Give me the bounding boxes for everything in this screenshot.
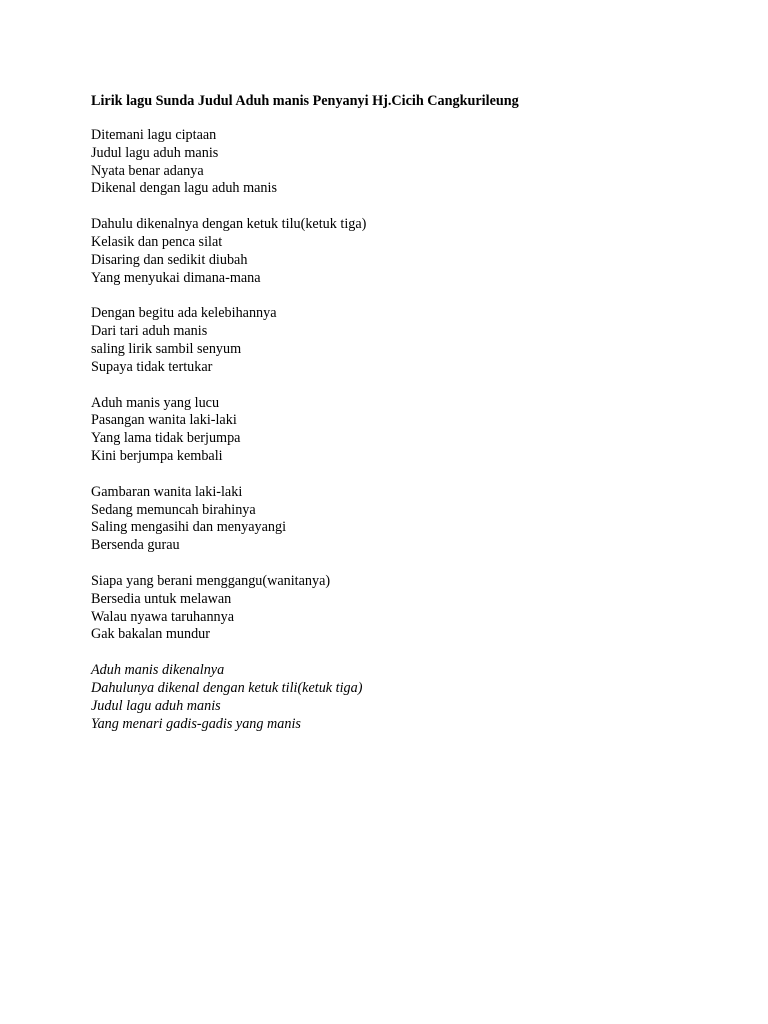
lyric-line: saling lirik sambil senyum (91, 340, 242, 357)
lyric-line: Dari tari aduh manis (91, 323, 208, 340)
lyric-line: Siapa yang berani menggangu(wanitanya) (91, 572, 331, 589)
stanza-4 (91, 395, 711, 466)
stanza-2 (91, 216, 711, 287)
lyric-line: Gambaran wanita laki-laki (91, 483, 243, 500)
lyric-line: Walau nyawa taruhannya (91, 608, 235, 625)
lyric-line: Yang menari gadis-gadis yang manis (91, 715, 301, 732)
stanza-1 (91, 127, 711, 198)
lyric-line: Yang lama tidak berjumpa (91, 430, 241, 447)
lyric-line: Ditemani lagu ciptaan (91, 127, 217, 143)
document-body (91, 92, 711, 751)
lyric-line: Judul lagu aduh manis (91, 144, 219, 161)
lyric-line: Kelasik dan penca silat (91, 233, 223, 250)
lyric-line: Kini berjumpa kembali (91, 447, 223, 464)
lyric-line: Dengan begitu ada kelebihannya (91, 305, 277, 322)
lyric-line: Dikenal dengan lagu aduh manis (91, 180, 277, 197)
stanza-5 (91, 484, 711, 555)
lyric-line: Pasangan wanita laki-laki (91, 412, 237, 429)
lyric-line: Aduh manis dikenalnya (91, 662, 225, 679)
lyric-line: Supaya tidak tertukar (91, 358, 213, 375)
stanza-3 (91, 305, 711, 376)
lyric-line: Disaring dan sedikit diubah (91, 251, 248, 268)
lyric-line: Aduh manis yang lucu (91, 394, 220, 411)
lyric-line: Dahulu dikenalnya dengan ketuk tilu(ketuk tiga) (91, 216, 367, 233)
lyric-line: Nyata benar adanya (91, 162, 204, 179)
lyric-line: Dahulunya dikenal dengan ketuk tili(ketuk tiga) (91, 679, 363, 696)
lyric-line: Bersedia untuk melawan (91, 590, 232, 607)
stanza-6 (91, 573, 711, 644)
lyric-line: Gak bakalan mundur (91, 626, 210, 643)
lyric-line: Bersenda gurau (91, 537, 180, 554)
lyric-line: Yang menyukai dimana-mana (91, 269, 261, 286)
lyric-line: Sedang memuncah birahinya (91, 501, 256, 518)
lyric-line: Saling mengasihi dan menyayangi (91, 519, 287, 536)
lyric-line: Judul lagu aduh manis (91, 697, 221, 714)
document-title: Lirik lagu Sunda Judul Aduh manis Penyanyi Hj.Cicih Cangkurileung (91, 93, 519, 109)
stanza-7-italic (91, 662, 711, 733)
